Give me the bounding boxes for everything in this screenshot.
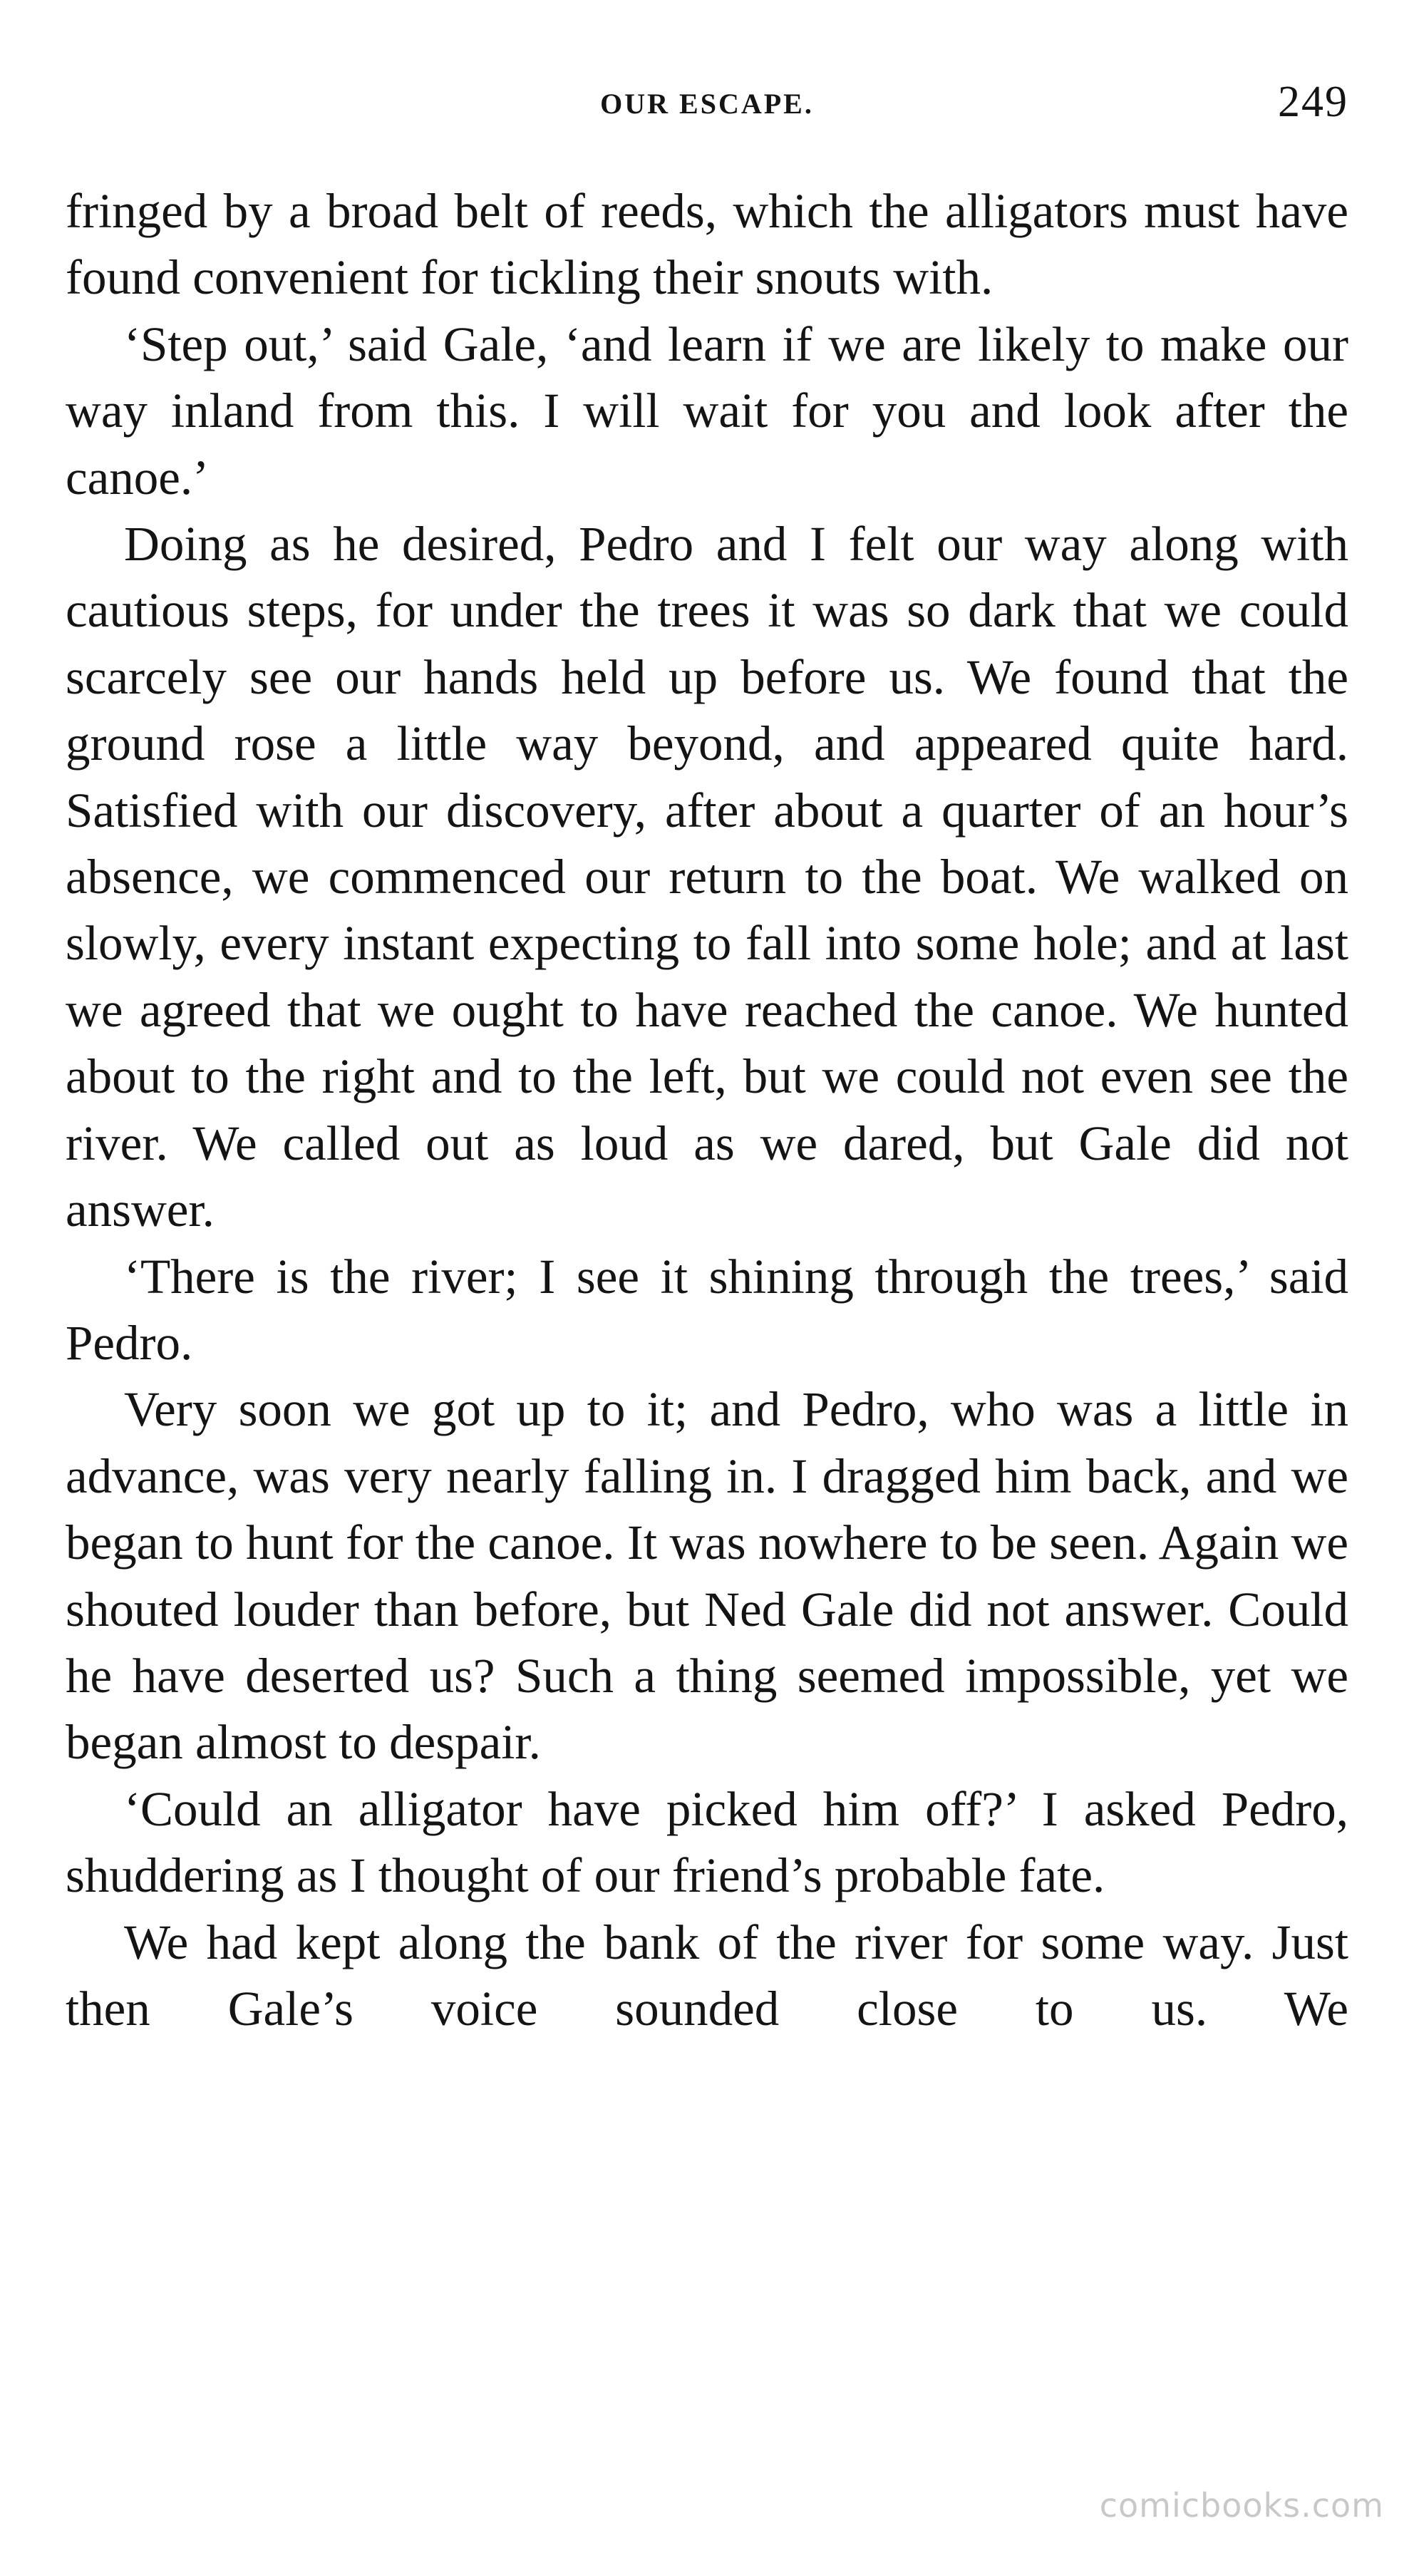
body-text — [66, 178, 1348, 2042]
chapter-title: OUR ESCAPE. — [600, 88, 814, 120]
paragraph: ‘There is the river; I see it shining through the trees,’ said Pedro. — [66, 1249, 1348, 1370]
watermark: comicbooks.com — [1099, 2486, 1384, 2525]
paragraph: fringed by a broad belt of reeds, which the alligators must have found convenient for tickling their snouts with. — [66, 184, 1348, 305]
paragraph: Doing as he desired, Pedro and I felt our way along with cautious steps, for under the trees it was so dark that we could scarcely see our hands held up before us. We found that the ground rose a little way beyond, and appeared quite hard. Satisfied with our discovery, after about a quarter of an hour’s absence, we commenced our return to the boat. We walked on slowly, every instant expecting to fall into some hole; and at last we agreed that we ought to have reached the canoe. We hunted about to the right and to the left, but we could not even see the river. We called out as loud as we dared, but Gale did not answer. — [66, 517, 1348, 1237]
paragraph: We had kept along the bank of the river for some way. Just then Gale’s voice sounded close to us. We — [66, 1915, 1348, 2036]
paragraph: Very soon we got up to it; and Pedro, who was a little in advance, was very nearly falling in. I dragged him back, and we began to hunt for the canoe. It was nowhere to be seen. Again we shouted louder than before, but Ned Gale did not answer. Could he have deserted us? Such a thing seemed impossible, yet we began almost to despair. — [66, 1382, 1348, 1770]
paragraph: ‘Step out,’ said Gale, ‘and learn if we are likely to make our way inland from this. I will wait for you and look after the canoe.’ — [66, 316, 1348, 505]
running-head — [0, 77, 1414, 134]
page-number: 249 — [1278, 78, 1348, 126]
paragraph: ‘Could an alligator have picked him off?’ I asked Pedro, shuddering as I thought of our friend’s probable fate. — [66, 1781, 1348, 1903]
